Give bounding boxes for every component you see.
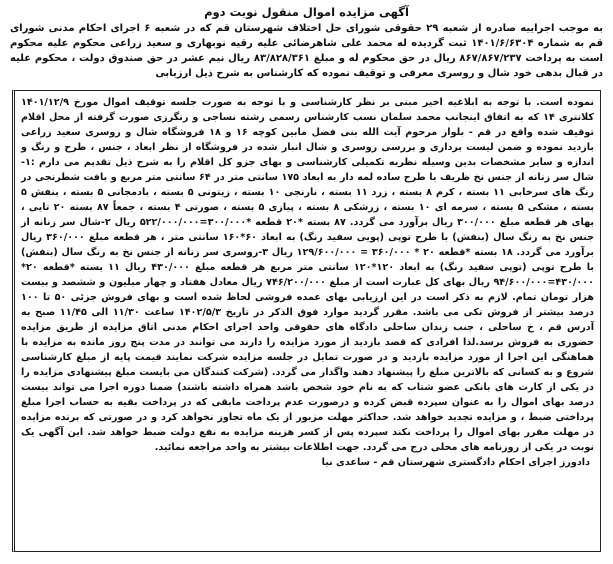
notice-signature: دادورز اجرای احکام دادگستری شهرستان قم - ساعدی نیا	[321, 457, 590, 468]
notice-body: نموده است. با توجه به ابلاغیه اخیر مبنی بر نظر کارشناسی و با توجه به صورت جلسه توقیف اموال مورخ ۱۴۰۱/۱۲/۹ کلانتری ۱۴ که به اتفاق اینجانب محمد سلمان نسب کارشناس رسمی رشته نساجی و رنگرزی صورت گرفته از محل اقلام توقیف شده واقع در قم - بلوار مرحوم آیت الله بنی فضل مابین کوچه ۱۶ و ۱۸ فروشگاه شال و روسری سعید زراعی بازدید نموده و ضمن لیست برداری و بررسی روسری و شال انبار شده در فروشگاه از نظر ابعاد ، جنس ، طرح و رنگ و اندازه و سایر مشخصات بدین وسیله نظریه تکمیلی کارشناسی و بهای جزو کل اقلام را به شرح ذیل تقدیم می دارم :۱-شال سر زنانه از جنس نخ ظریف با طرح ساده لمه دار به ابعاد ۱۷۵ سانتی متر در ۶۴ سانتی متر مربع و بافت شطرنجی در رنگ های سرخابی ۱۱ بسته ، کرم ۸ بسته ، زرد ۱۱ بسته ، نارنجی ۱۰ بسته ، زیتونی ۵ بسته ، بادمجانی ۵ بسته ، بنفش ۵ بسته ، مشکی ۵ بسته ، سرمه ای ۱۰ بسته ، زرشکی ۸ بسته ، پیازی ۵ بسته ، صورتی ۴ بسته ، جمعاً ۸۷ بسته ۲۰ تایی ، بهای هر قطعه مبلغ ۳۰۰/۰۰۰ ریال برآورد می گردد. ۸۷ بسته *۲۰ قطعه *۳۰۰/۰۰۰=۵۲۲/۰۰۰/۰۰۰ ریال ۲-شال سر زنانه از جنس نخ به رنگ سال (بنفش) با طرح توپی (پویی سفید رنگ) به ابعاد ۶۰*۱۶۰ سانتی متر ، هر قطعه مبلغ ۳۶۰/۰۰۰ ریال برآورد می گردد. ۱۸ بسته *قطعه ۲۰ * ۳۶۰/۰۰۰ = ۱۲۹/۶۰۰/۰۰۰ ریال ۳-روسری سر زنانه از جنس نخ به رنگ سال (بنفش) با طرح توپی (توپی سفید رنگ) به ابعاد ۱۲۰*۱۲۰ سانتی متر مربع هر قطعه مبلغ ۴۳۰/۰۰۰ ریال ۱۱ بسته *قطعه ۲۰* ۴۳۰/۰۰۰=۹۴/۶۰۰/۰۰۰ ریال بهای کل عبارت است از مبلغ ۷۴۶/۲۰۰/۰۰۰ ریال معادل هفتاد و چهار میلیون و ششصد و بیست هزار تومان تمام. لازم به ذکر است در این ارزیابی بهای عمده فروشی لحاظ شده است و بهای فروش جزئی ۵۰ تا ۱۰۰ درصد بیشتر از فروش تکی می باشد. مقرر گردید موارد فوق الذکر در تاریخ ۱۴۰۲/۵/۳ ساعت ۱۱/۳۰ الی ۱۱/۴۵ صبح به آدرس قم ، خ ساحلی ، جنب زندان ساحلی دادگاه های حقوقی واحد اجرای احکام مدنی اتاق مزایده از طریق مزایده حضوری به فروش برسد.لذا افرادی که قصد بازدید از مورد مزایده را دارند می توانند در مدت پنج روز مانده به مزایده با هماهنگی این اجرا از مورد مزایده بازدید و در صورت تمایل در جلسه مزایده شرکت نمایند قیمت پایه از مبلغ کارشناسی شروع و به کسانی که بالاترین مبلغ را پیشنهاد دهند واگذار می گردد. (شرکت کنندگان می بایست مبلغ پیشنهادی مزایده را در یکی از کارت های بانکی عضو شتاب که به نام خود شخص باشد همراه داشته باشند) ضمنا دوره اجرا می تواند بیست درصد بهای اموال را به عنوان سپرده قبض کرده و درصورت عدم پرداخت مابقی که در پرداخت بقیه به حساب اجرا مبلغ پرداختی ضبط ، و مزایده تجدید خواهد شد. حداکثر مهلت مزبور از یک ماه تجاوز نخواهد کرد و در صورتی که برنده مزایده در مهلت مقرر بهای اموال را پرداخت نکند سپرده پس از کسر هزینه مزایده به نفع دولت ضبط خواهد شد. این آگهی یک نوبت در یکی از روزنامه های محلی درج می گردد. جهت اطلاعات بیشتر به واحد مراجعه نمائید.	[21, 97, 595, 453]
notice-body-frame	[12, 90, 601, 552]
auction-notice	[6, 4, 607, 558]
notice-intro: به موجب اجراییه صادره از شعبه ۲۹ حقوقی شورای حل اختلاف شهرستان قم که در شعبه ۶ اجرای احکام مدنی شورای قم به شماره ۱۴۰۱/۶/۶۳۰۴ ثبت گردیده له محمد علی شاهرضائی علیه رقیه نوبهاری و سعید زراعی محکوم علیه محکوم است به پرداخت ۸۶۷/۸۶۷/۲۳۷ ریال در حق محکوم له و مبلغ ۸۳/۸۲۸/۳۶۱ ریال نیم عشر در حق صندوق دولت ، محکوم علیه در قبال بدهی خود شال و روسری معرفی و توقیف نموده که کارشناس به شرح ذیل ارزیابی	[10, 23, 604, 79]
notice-title: آگهی مزایده اموال منقول نوبت دوم	[204, 5, 409, 19]
